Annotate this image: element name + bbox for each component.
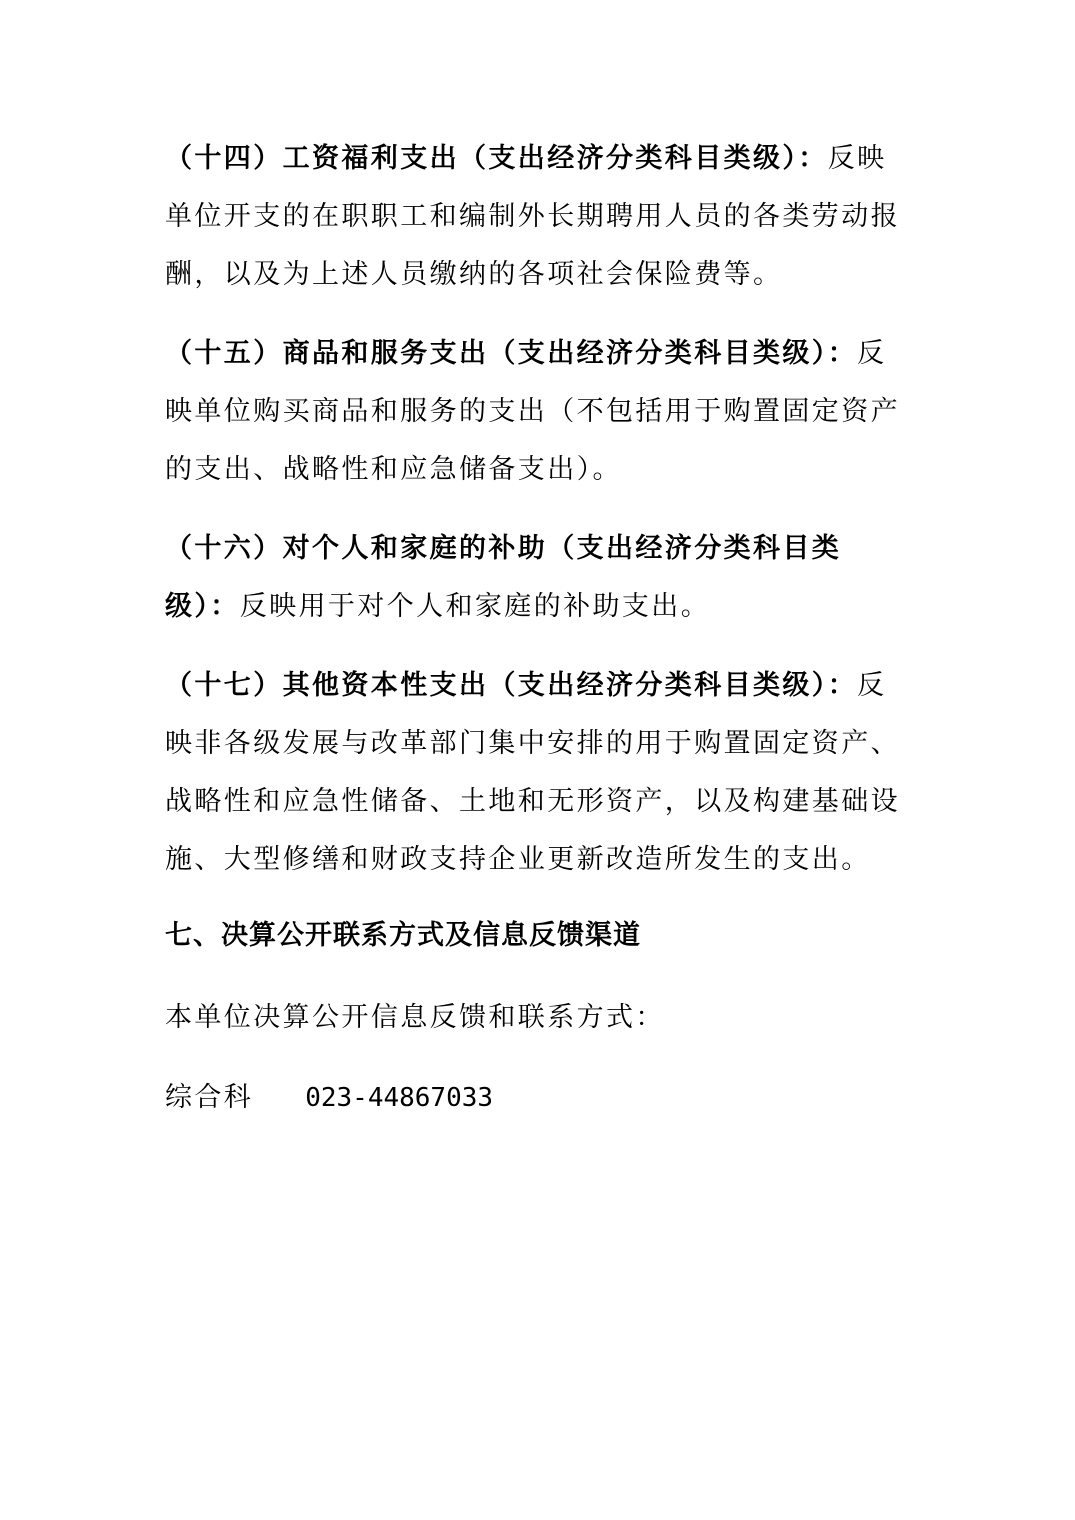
item-17-heading: （十七）其他资本性支出（支出经济分类科目类级）： xyxy=(165,670,858,701)
item-15-body: 反映单位购买商品和服务的支出（不包括用于购置固定资产的支出、战略性和应急储备支出）。 xyxy=(165,338,900,485)
item-14-body: 反映单位开支的在职职工和编制外长期聘用人员的各类劳动报酬，以及为上述人员缴纳的各项社会保险费等。 xyxy=(165,143,900,290)
item-16-heading: （十六）对个人和家庭的补助（支出经济分类科目类级）： xyxy=(165,533,842,622)
item-15-heading: （十五）商品和服务支出（支出经济分类科目类级）： xyxy=(165,338,858,369)
item-14-heading: （十四）工资福利支出（支出经济分类科目类级）： xyxy=(165,143,828,174)
contact-row xyxy=(165,1074,493,1122)
item-15 xyxy=(165,325,915,499)
item-14 xyxy=(165,130,915,304)
section-title: 七、决算公开联系方式及信息反馈渠道 xyxy=(165,920,641,951)
item-16-body: 反映用于对个人和家庭的补助支出。 xyxy=(239,591,711,622)
contact-department: 综合科 xyxy=(165,1082,254,1113)
contact-phone: 023-44867033 xyxy=(305,1083,494,1113)
item-17-body: 反映非各级发展与改革部门集中安排的用于购置固定资产、战略性和应急性储备、土地和无形资产，以及构建基础设施、大型修缮和财政支持企业更新改造所发生的支出。 xyxy=(165,670,900,875)
item-17 xyxy=(165,657,915,889)
section-intro: 本单位决算公开信息反馈和联系方式： xyxy=(165,1002,665,1033)
item-16 xyxy=(165,520,915,636)
